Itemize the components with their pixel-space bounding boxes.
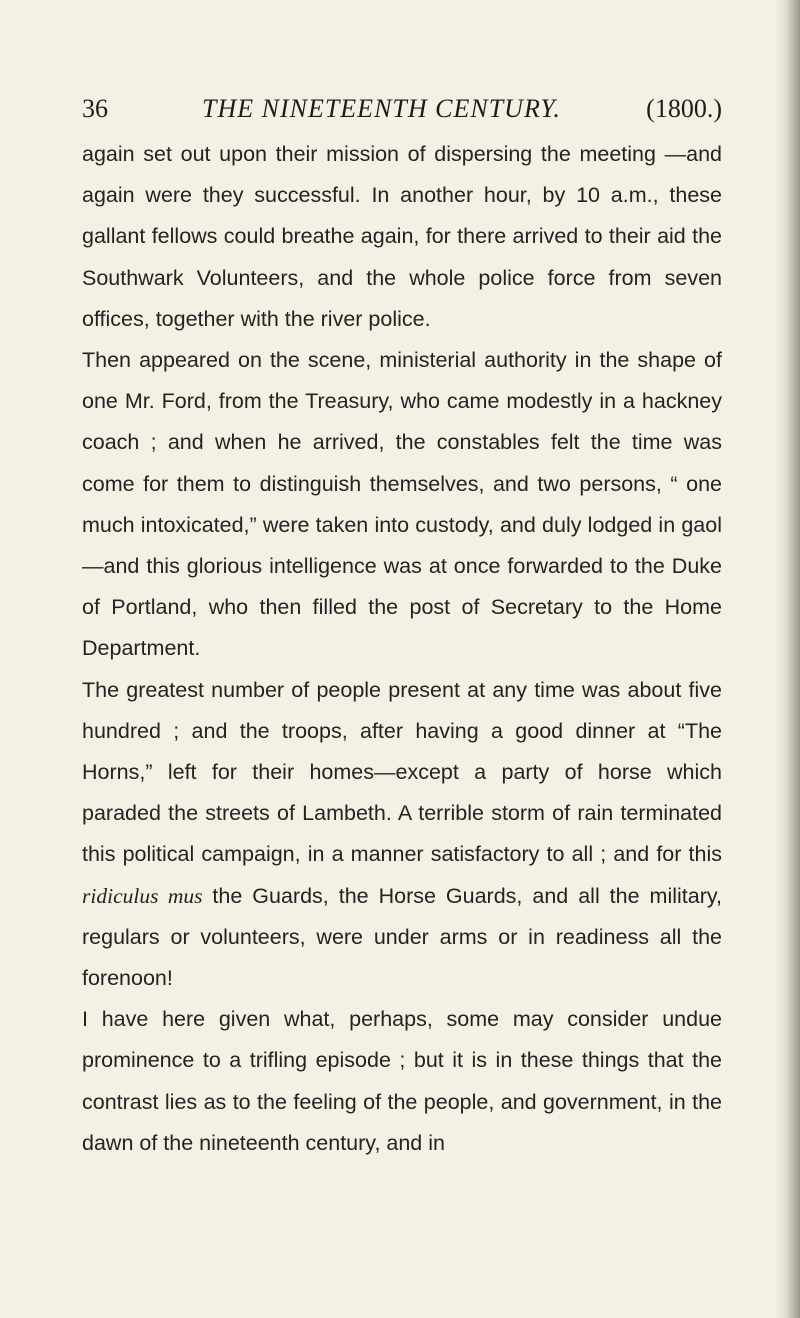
running-head-title: THE NINETEENTH CENTURY. — [202, 94, 561, 123]
paragraph-2: Then appeared on the scene, ministerial authority in the shape of one Mr. Ford, from the Treasury, who came modestly in a hackney coach ; and when he arrived, the constables felt the time was come for them to distinguish themselves, and two persons, “ one much intoxicated,” were taken into custody, and duly lodged in gaol—and this glorious intelligence was at once forwarded to the Duke of Portland, who then filled the post of Secretary to the Home Department. — [82, 348, 722, 661]
running-head-year: (1800.) — [646, 94, 722, 123]
paragraph-4: I have here given what, perhaps, some may consider undue prominence to a trifling episode ; but it is in these things that the contrast lies as to the feeling of the people, and government, in the dawn of the nineteenth century, and in — [82, 1007, 722, 1155]
paragraph-1: again set out upon their mission of dispersing the meeting —and again were they successful. In another hour, by 10 a.m., these gallant fellows could breathe again, for there arrived to their aid the Southwark Volunteers, and the whole police force from seven offices, together with the river police. — [82, 142, 722, 331]
paragraph-3-text-before: The greatest number of people present at any time was about five hundred ; and the troops, after having a good dinner at “The Horns,” left for their homes—except a party of horse which paraded the streets of Lambeth. A terrible storm of rain terminated this political campaign, in a manner satisfactory to all ; and for this — [82, 677, 722, 867]
latin-phrase: ridiculus mus — [82, 883, 203, 908]
paragraph-3-text-after: the Guards, the Horse Guards, and all the military, regulars or volunteers, were under arms or in readiness all the forenoon! — [82, 883, 722, 991]
running-head — [82, 94, 722, 134]
page-edge-shadow — [774, 0, 800, 1318]
body-text — [82, 134, 722, 1164]
paragraph-3 — [82, 670, 722, 1000]
page-number: 36 — [82, 94, 108, 123]
